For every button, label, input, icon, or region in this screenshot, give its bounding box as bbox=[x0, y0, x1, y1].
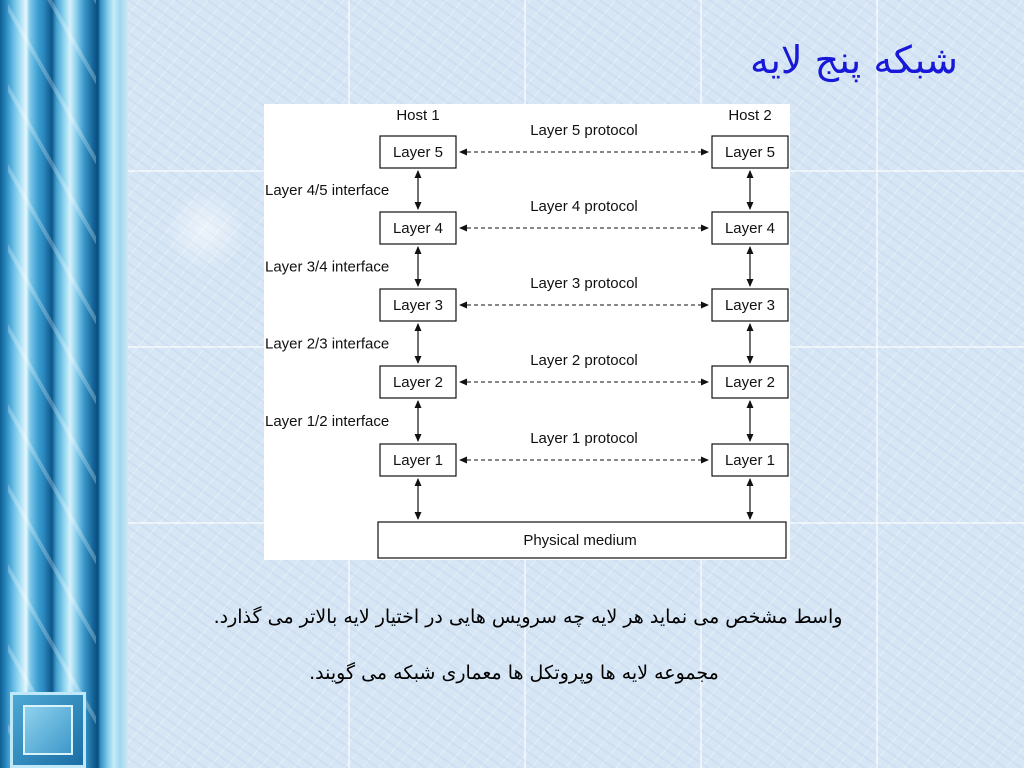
host-1-layer-label: Layer 4 bbox=[392, 220, 444, 237]
interface-label: Layer 2/3 interface bbox=[265, 335, 390, 353]
protocol-label: Layer 5 protocol bbox=[530, 122, 638, 139]
protocol-label: Layer 4 protocol bbox=[530, 198, 638, 215]
protocol-label: Layer 3 protocol bbox=[530, 275, 638, 292]
host-2-layer-label: Layer 5 bbox=[724, 144, 776, 161]
host-2-layer-label: Layer 3 bbox=[724, 297, 776, 314]
decorative-column bbox=[0, 0, 128, 768]
host-1-layer-label: Layer 1 bbox=[392, 452, 444, 469]
layer-diagram bbox=[264, 104, 790, 560]
protocol-label: Layer 2 protocol bbox=[530, 352, 638, 369]
interface-label: Layer 4/5 interface bbox=[265, 182, 390, 199]
layer-diagram-svg bbox=[264, 104, 790, 560]
slide-title: شبکه پنج لایه bbox=[749, 38, 958, 82]
host-2-layer-label: Layer 4 bbox=[724, 220, 776, 237]
host-1-layer-label: Layer 3 bbox=[392, 297, 444, 314]
body-text-line-2: مجموعه لایه ها وپروتکل ها معماری شبکه می گویند. bbox=[309, 662, 719, 684]
body-text-line-1: واسط مشخص می نماید هر لایه چه سرویس هایی در اختیار لایه بالاتر می گذارد. bbox=[213, 606, 843, 628]
host-1-label: Host 1 bbox=[396, 107, 440, 124]
physical-medium-label: Physical medium bbox=[523, 532, 637, 549]
interface-label: Layer 3/4 interface bbox=[265, 258, 390, 276]
host-2-label: Host 2 bbox=[728, 107, 772, 124]
protocol-label: Layer 1 protocol bbox=[530, 430, 638, 447]
bg-grid-line bbox=[876, 0, 878, 768]
host-1-layer-label: Layer 2 bbox=[392, 374, 444, 391]
host-2-layer-label: Layer 2 bbox=[724, 374, 776, 391]
column-stripes bbox=[8, 0, 96, 768]
column-base-block bbox=[10, 692, 86, 768]
column-base-inset bbox=[23, 705, 73, 755]
host-1-layer-label: Layer 5 bbox=[392, 144, 444, 161]
host-2-layer-label: Layer 1 bbox=[724, 452, 776, 469]
interface-label: Layer 1/2 interface bbox=[265, 413, 390, 430]
